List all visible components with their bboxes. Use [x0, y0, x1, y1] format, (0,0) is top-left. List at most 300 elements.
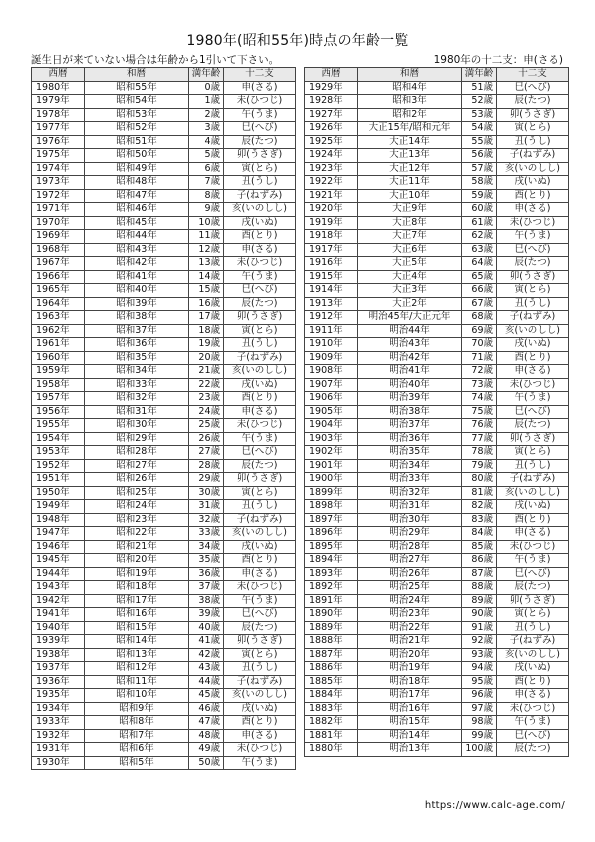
table-row [305, 365, 569, 379]
cell-zodiac: 未(ひつじ) [497, 702, 569, 716]
cell-zodiac: 巳(へび) [497, 567, 569, 581]
table-row [32, 149, 296, 163]
cell-west-year: 1920年 [305, 203, 358, 217]
cell-west-year: 1918年 [305, 230, 358, 244]
table-row [32, 284, 296, 298]
table-row [32, 473, 296, 487]
cell-zodiac: 丑(うし) [497, 297, 569, 311]
cell-japanese-era: 昭和48年 [85, 176, 189, 190]
table-row [32, 176, 296, 190]
cell-japanese-era: 明治26年 [358, 567, 462, 581]
cell-age: 24歳 [189, 405, 224, 419]
cell-age: 38歳 [189, 594, 224, 608]
cell-age: 96歳 [462, 689, 497, 703]
table-row [305, 716, 569, 730]
cell-zodiac: 申(さる) [497, 689, 569, 703]
cell-age: 95歳 [462, 675, 497, 689]
cell-west-year: 1980年 [32, 81, 85, 95]
cell-zodiac: 未(ひつじ) [497, 540, 569, 554]
cell-age: 83歳 [462, 513, 497, 527]
table-row [32, 81, 296, 95]
cell-west-year: 1934年 [32, 702, 85, 716]
cell-age: 2歳 [189, 108, 224, 122]
cell-zodiac: 寅(とら) [224, 324, 296, 338]
table-row [305, 338, 569, 352]
cell-japanese-era: 明治40年 [358, 378, 462, 392]
cell-age: 5歳 [189, 149, 224, 163]
cell-west-year: 1900年 [305, 473, 358, 487]
cell-west-year: 1940年 [32, 621, 85, 635]
age-table-left [31, 67, 296, 770]
header-age: 満年齢 [462, 68, 497, 82]
table-row [32, 527, 296, 541]
table-row [305, 392, 569, 406]
cell-japanese-era: 昭和33年 [85, 378, 189, 392]
cell-west-year: 1907年 [305, 378, 358, 392]
cell-japanese-era: 昭和50年 [85, 149, 189, 163]
cell-west-year: 1948年 [32, 513, 85, 527]
cell-age: 61歳 [462, 216, 497, 230]
table-row [305, 95, 569, 109]
table-row [32, 756, 296, 770]
cell-japanese-era: 昭和43年 [85, 243, 189, 257]
cell-age: 11歳 [189, 230, 224, 244]
cell-japanese-era: 明治31年 [358, 500, 462, 514]
cell-west-year: 1971年 [32, 203, 85, 217]
cell-west-year: 1924年 [305, 149, 358, 163]
table-row [305, 257, 569, 271]
cell-age: 20歳 [189, 351, 224, 365]
site-url[interactable]: https://www.calc-age.com/ [424, 800, 565, 811]
cell-age: 90歳 [462, 608, 497, 622]
cell-west-year: 1888年 [305, 635, 358, 649]
cell-zodiac: 申(さる) [224, 729, 296, 743]
cell-age: 78歳 [462, 446, 497, 460]
cell-west-year: 1962年 [32, 324, 85, 338]
cell-age: 43歳 [189, 662, 224, 676]
cell-age: 46歳 [189, 702, 224, 716]
cell-age: 48歳 [189, 729, 224, 743]
cell-west-year: 1939年 [32, 635, 85, 649]
cell-japanese-era: 明治28年 [358, 540, 462, 554]
table-row [305, 621, 569, 635]
cell-west-year: 1899年 [305, 486, 358, 500]
cell-japanese-era: 昭和24年 [85, 500, 189, 514]
cell-japanese-era: 昭和28年 [85, 446, 189, 460]
table-row [32, 513, 296, 527]
cell-zodiac: 巳(へび) [224, 608, 296, 622]
cell-west-year: 1935年 [32, 689, 85, 703]
table-row [32, 743, 296, 757]
cell-zodiac: 丑(うし) [497, 459, 569, 473]
cell-japanese-era: 明治20年 [358, 648, 462, 662]
table-row [305, 554, 569, 568]
table-row [305, 594, 569, 608]
table-row [305, 540, 569, 554]
cell-zodiac: 亥(いのしし) [497, 324, 569, 338]
cell-zodiac: 酉(とり) [497, 351, 569, 365]
cell-west-year: 1926年 [305, 122, 358, 136]
cell-west-year: 1929年 [305, 81, 358, 95]
cell-age: 69歳 [462, 324, 497, 338]
cell-zodiac: 午(うま) [224, 432, 296, 446]
cell-japanese-era: 昭和26年 [85, 473, 189, 487]
cell-japanese-era: 昭和31年 [85, 405, 189, 419]
cell-japanese-era: 昭和55年 [85, 81, 189, 95]
table-row [32, 716, 296, 730]
cell-japanese-era: 昭和44年 [85, 230, 189, 244]
cell-west-year: 1977年 [32, 122, 85, 136]
cell-west-year: 1958年 [32, 378, 85, 392]
cell-zodiac: 卯(うさぎ) [497, 108, 569, 122]
table-row [305, 527, 569, 541]
cell-japanese-era: 昭和12年 [85, 662, 189, 676]
table-row [32, 324, 296, 338]
table-row [32, 621, 296, 635]
table-row [305, 608, 569, 622]
cell-zodiac: 申(さる) [497, 527, 569, 541]
cell-zodiac: 卯(うさぎ) [224, 149, 296, 163]
cell-zodiac: 丑(うし) [497, 135, 569, 149]
table-row [32, 216, 296, 230]
cell-japanese-era: 大正10年 [358, 189, 462, 203]
cell-japanese-era: 昭和18年 [85, 581, 189, 595]
cell-age: 27歳 [189, 446, 224, 460]
cell-zodiac: 未(ひつじ) [224, 95, 296, 109]
cell-japanese-era: 昭和51年 [85, 135, 189, 149]
table-row [305, 513, 569, 527]
cell-age: 4歳 [189, 135, 224, 149]
table-row [32, 729, 296, 743]
cell-zodiac: 午(うま) [497, 716, 569, 730]
table-row [305, 149, 569, 163]
cell-japanese-era: 明治33年 [358, 473, 462, 487]
cell-age: 17歳 [189, 311, 224, 325]
cell-age: 33歳 [189, 527, 224, 541]
cell-japanese-era: 大正4年 [358, 270, 462, 284]
table-row [32, 243, 296, 257]
cell-japanese-era: 昭和11年 [85, 675, 189, 689]
cell-zodiac: 戌(いぬ) [224, 702, 296, 716]
cell-zodiac: 寅(とら) [497, 446, 569, 460]
cell-west-year: 1885年 [305, 675, 358, 689]
cell-japanese-era: 昭和21年 [85, 540, 189, 554]
table-row [305, 324, 569, 338]
table-row [32, 351, 296, 365]
table-row [305, 216, 569, 230]
cell-japanese-era: 明治30年 [358, 513, 462, 527]
table-row [32, 662, 296, 676]
cell-zodiac: 丑(うし) [224, 176, 296, 190]
table-row [305, 486, 569, 500]
table-row [32, 95, 296, 109]
table-row [305, 378, 569, 392]
cell-zodiac: 戌(いぬ) [497, 176, 569, 190]
cell-age: 91歳 [462, 621, 497, 635]
table-row [305, 567, 569, 581]
cell-age: 73歳 [462, 378, 497, 392]
cell-zodiac: 戌(いぬ) [224, 378, 296, 392]
cell-japanese-era: 昭和53年 [85, 108, 189, 122]
cell-zodiac: 丑(うし) [224, 500, 296, 514]
cell-age: 47歳 [189, 716, 224, 730]
cell-zodiac: 午(うま) [497, 392, 569, 406]
table-row [305, 432, 569, 446]
cell-west-year: 1959年 [32, 365, 85, 379]
cell-west-year: 1952年 [32, 459, 85, 473]
page-title: 1980年(昭和55年)時点の年齢一覧 [186, 33, 409, 49]
cell-zodiac: 亥(いのしし) [224, 527, 296, 541]
cell-zodiac: 巳(へび) [224, 284, 296, 298]
cell-age: 15歳 [189, 284, 224, 298]
zodiac-label: 1980年の十二支：申(さる) [433, 54, 563, 66]
cell-japanese-era: 昭和20年 [85, 554, 189, 568]
cell-west-year: 1927年 [305, 108, 358, 122]
cell-japanese-era: 大正7年 [358, 230, 462, 244]
cell-zodiac: 申(さる) [497, 203, 569, 217]
table-row [32, 270, 296, 284]
header-age: 満年齢 [189, 68, 224, 82]
cell-japanese-era: 昭和45年 [85, 216, 189, 230]
cell-japanese-era: 明治38年 [358, 405, 462, 419]
cell-japanese-era: 昭和52年 [85, 122, 189, 136]
cell-west-year: 1963年 [32, 311, 85, 325]
cell-age: 89歳 [462, 594, 497, 608]
cell-west-year: 1965年 [32, 284, 85, 298]
cell-age: 8歳 [189, 189, 224, 203]
cell-age: 41歳 [189, 635, 224, 649]
cell-west-year: 1904年 [305, 419, 358, 433]
table-row [32, 608, 296, 622]
cell-zodiac: 亥(いのしし) [497, 648, 569, 662]
table-row [305, 203, 569, 217]
cell-west-year: 1897年 [305, 513, 358, 527]
cell-japanese-era: 昭和9年 [85, 702, 189, 716]
cell-west-year: 1936年 [32, 675, 85, 689]
header-eto: 十二支 [497, 68, 569, 82]
cell-age: 98歳 [462, 716, 497, 730]
cell-zodiac: 未(ひつじ) [497, 378, 569, 392]
cell-west-year: 1960年 [32, 351, 85, 365]
cell-japanese-era: 明治22年 [358, 621, 462, 635]
cell-west-year: 1922年 [305, 176, 358, 190]
cell-zodiac: 子(ねずみ) [224, 189, 296, 203]
cell-japanese-era: 昭和47年 [85, 189, 189, 203]
cell-age: 10歳 [189, 216, 224, 230]
header-west: 西暦 [305, 68, 358, 82]
cell-zodiac: 申(さる) [224, 567, 296, 581]
cell-japanese-era: 明治44年 [358, 324, 462, 338]
cell-west-year: 1966年 [32, 270, 85, 284]
table-row [32, 338, 296, 352]
cell-age: 45歳 [189, 689, 224, 703]
cell-zodiac: 辰(たつ) [224, 297, 296, 311]
cell-age: 51歳 [462, 81, 497, 95]
cell-zodiac: 午(うま) [224, 270, 296, 284]
table-row [305, 689, 569, 703]
cell-japanese-era: 昭和40年 [85, 284, 189, 298]
cell-west-year: 1937年 [32, 662, 85, 676]
cell-age: 21歳 [189, 365, 224, 379]
cell-age: 56歳 [462, 149, 497, 163]
cell-age: 71歳 [462, 351, 497, 365]
cell-japanese-era: 昭和4年 [358, 81, 462, 95]
cell-zodiac: 未(ひつじ) [224, 419, 296, 433]
cell-west-year: 1956年 [32, 405, 85, 419]
table-row [32, 108, 296, 122]
table-row [305, 81, 569, 95]
cell-zodiac: 辰(たつ) [224, 621, 296, 635]
cell-zodiac: 寅(とら) [497, 284, 569, 298]
table-row [305, 459, 569, 473]
cell-zodiac: 卯(うさぎ) [497, 432, 569, 446]
cell-japanese-era: 明治27年 [358, 554, 462, 568]
cell-zodiac: 戌(いぬ) [497, 662, 569, 676]
cell-japanese-era: 明治35年 [358, 446, 462, 460]
cell-west-year: 1894年 [305, 554, 358, 568]
cell-age: 25歳 [189, 419, 224, 433]
cell-age: 60歳 [462, 203, 497, 217]
table-row [32, 162, 296, 176]
cell-age: 77歳 [462, 432, 497, 446]
cell-zodiac: 巳(へび) [497, 405, 569, 419]
cell-age: 66歳 [462, 284, 497, 298]
cell-west-year: 1961年 [32, 338, 85, 352]
cell-age: 13歳 [189, 257, 224, 271]
cell-west-year: 1895年 [305, 540, 358, 554]
table-row [305, 243, 569, 257]
cell-japanese-era: 昭和7年 [85, 729, 189, 743]
cell-west-year: 1950年 [32, 486, 85, 500]
cell-zodiac: 巳(へび) [497, 81, 569, 95]
cell-japanese-era: 明治17年 [358, 689, 462, 703]
cell-age: 64歳 [462, 257, 497, 271]
cell-japanese-era: 明治32年 [358, 486, 462, 500]
cell-west-year: 1912年 [305, 311, 358, 325]
cell-age: 63歳 [462, 243, 497, 257]
table-row [305, 675, 569, 689]
cell-west-year: 1896年 [305, 527, 358, 541]
cell-west-year: 1964年 [32, 297, 85, 311]
cell-japanese-era: 大正6年 [358, 243, 462, 257]
cell-age: 54歳 [462, 122, 497, 136]
table-row [32, 486, 296, 500]
cell-japanese-era: 明治45年/大正元年 [358, 311, 462, 325]
table-row [305, 351, 569, 365]
cell-west-year: 1891年 [305, 594, 358, 608]
cell-zodiac: 酉(とり) [497, 189, 569, 203]
cell-age: 92歳 [462, 635, 497, 649]
cell-zodiac: 亥(いのしし) [224, 365, 296, 379]
cell-age: 40歳 [189, 621, 224, 635]
cell-zodiac: 子(ねずみ) [497, 311, 569, 325]
table-row [305, 176, 569, 190]
table-row [305, 729, 569, 743]
cell-age: 67歳 [462, 297, 497, 311]
cell-zodiac: 丑(うし) [224, 338, 296, 352]
cell-zodiac: 午(うま) [497, 554, 569, 568]
cell-japanese-era: 大正12年 [358, 162, 462, 176]
cell-japanese-era: 昭和19年 [85, 567, 189, 581]
cell-age: 94歳 [462, 662, 497, 676]
cell-west-year: 1925年 [305, 135, 358, 149]
table-row [32, 365, 296, 379]
cell-zodiac: 戌(いぬ) [497, 500, 569, 514]
cell-west-year: 1928年 [305, 95, 358, 109]
cell-japanese-era: 昭和37年 [85, 324, 189, 338]
table-row [32, 635, 296, 649]
cell-west-year: 1905年 [305, 405, 358, 419]
cell-japanese-era: 昭和5年 [85, 756, 189, 770]
cell-zodiac: 午(うま) [224, 108, 296, 122]
cell-age: 37歳 [189, 581, 224, 595]
cell-japanese-era: 明治23年 [358, 608, 462, 622]
cell-west-year: 1957年 [32, 392, 85, 406]
cell-age: 12歳 [189, 243, 224, 257]
cell-age: 59歳 [462, 189, 497, 203]
cell-age: 74歳 [462, 392, 497, 406]
cell-west-year: 1881年 [305, 729, 358, 743]
cell-age: 19歳 [189, 338, 224, 352]
cell-japanese-era: 昭和54年 [85, 95, 189, 109]
table-row [32, 675, 296, 689]
table-row [32, 135, 296, 149]
cell-age: 85歳 [462, 540, 497, 554]
header-eto: 十二支 [224, 68, 296, 82]
cell-age: 99歳 [462, 729, 497, 743]
cell-zodiac: 酉(とり) [224, 230, 296, 244]
cell-west-year: 1979年 [32, 95, 85, 109]
table-row [32, 230, 296, 244]
cell-japanese-era: 昭和17年 [85, 594, 189, 608]
cell-age: 1歳 [189, 95, 224, 109]
cell-age: 26歳 [189, 432, 224, 446]
cell-west-year: 1955年 [32, 419, 85, 433]
cell-age: 31歳 [189, 500, 224, 514]
cell-age: 80歳 [462, 473, 497, 487]
cell-age: 44歳 [189, 675, 224, 689]
cell-zodiac: 卯(うさぎ) [497, 270, 569, 284]
cell-japanese-era: 明治34年 [358, 459, 462, 473]
cell-west-year: 1890年 [305, 608, 358, 622]
cell-age: 81歳 [462, 486, 497, 500]
cell-age: 35歳 [189, 554, 224, 568]
cell-age: 86歳 [462, 554, 497, 568]
table-header-row [32, 68, 296, 82]
cell-zodiac: 丑(うし) [224, 662, 296, 676]
cell-west-year: 1931年 [32, 743, 85, 757]
cell-age: 32歳 [189, 513, 224, 527]
cell-zodiac: 亥(いのしし) [224, 203, 296, 217]
cell-age: 79歳 [462, 459, 497, 473]
cell-age: 68歳 [462, 311, 497, 325]
cell-japanese-era: 昭和10年 [85, 689, 189, 703]
cell-zodiac: 子(ねずみ) [224, 675, 296, 689]
cell-west-year: 1944年 [32, 567, 85, 581]
cell-zodiac: 酉(とり) [224, 392, 296, 406]
cell-west-year: 1974年 [32, 162, 85, 176]
cell-japanese-era: 昭和36年 [85, 338, 189, 352]
cell-west-year: 1932年 [32, 729, 85, 743]
cell-zodiac: 亥(いのしし) [497, 162, 569, 176]
cell-zodiac: 辰(たつ) [224, 459, 296, 473]
cell-west-year: 1903年 [305, 432, 358, 446]
table-row [305, 581, 569, 595]
cell-japanese-era: 明治21年 [358, 635, 462, 649]
table-row [32, 594, 296, 608]
cell-west-year: 1913年 [305, 297, 358, 311]
cell-west-year: 1902年 [305, 446, 358, 460]
